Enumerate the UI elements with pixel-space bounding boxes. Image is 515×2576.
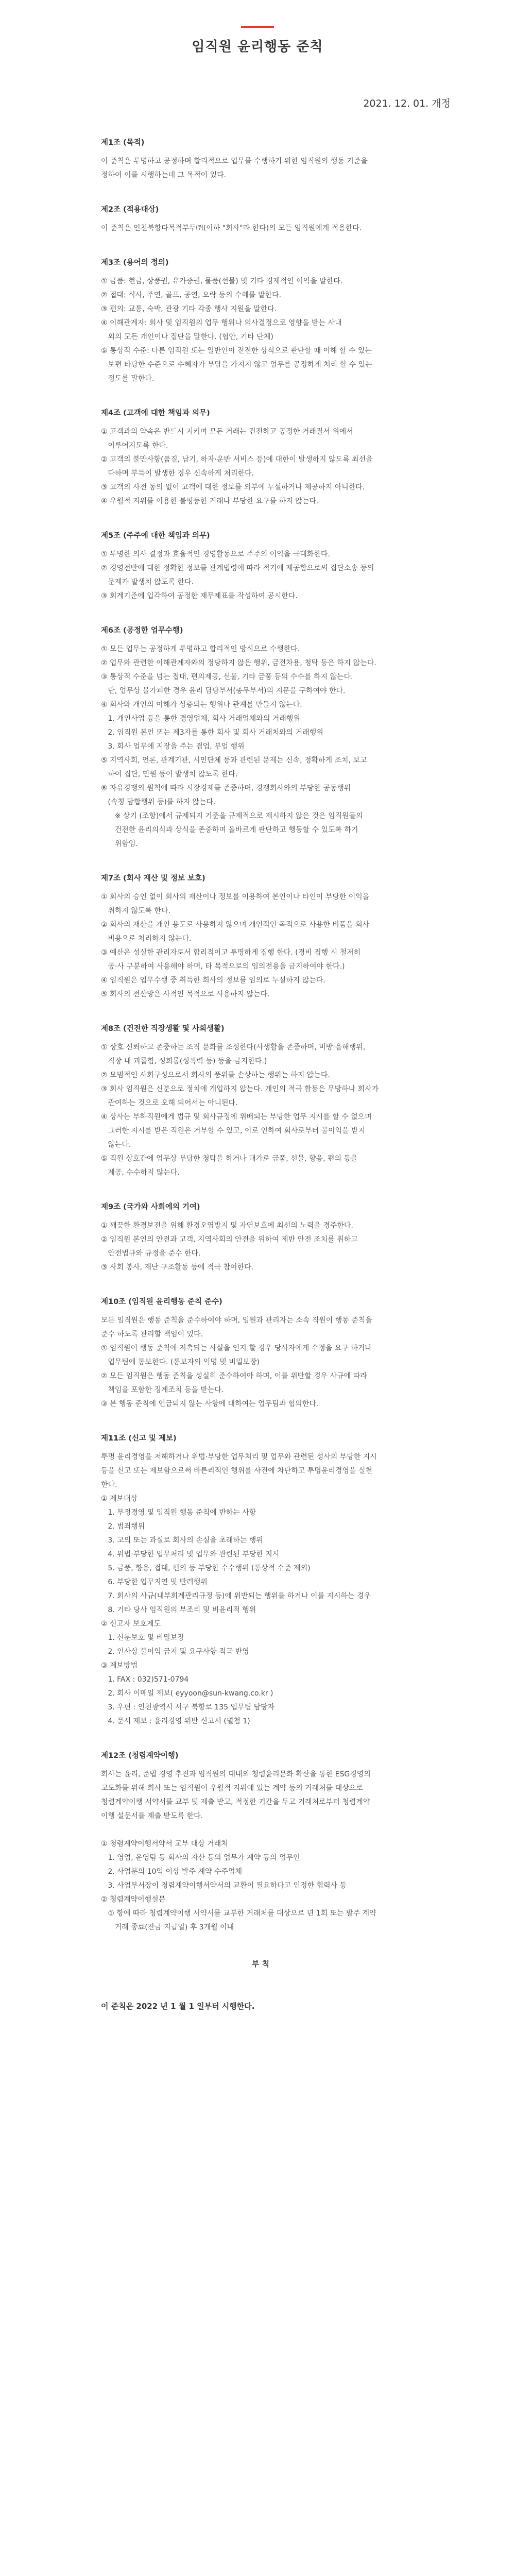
- article-line: 1. 신분보호 및 비밀보장: [101, 1634, 184, 1642]
- article-section: [101, 408, 420, 509]
- article-line: 8. 기타 당사 임직원의 부조리 및 비윤리적 행위: [101, 1606, 256, 1614]
- article-heading: 제11조 (신고 및 제보): [101, 1434, 177, 1443]
- article-line: ④ 우월적 지위를 이용한 불평등한 거래나 부당한 요구를 하지 않는다.: [101, 497, 319, 505]
- article-line: 4. 위법·부당한 업무처리 및 업무와 관련된 부당한 지시: [101, 1550, 280, 1558]
- article-line: ① 상호 신뢰하고 존중하는 조직 문화를 조성한다(사생활을 존중하며, 비방·음해행위,: [101, 1043, 366, 1052]
- article-line: 제공, 수수하지 않는다.: [101, 1168, 180, 1177]
- article-line: 회사는 윤리, 준법 경영 추진과 임직원의 대내외 청렴윤리문화 확산을 통한 ESG경영의: [101, 1770, 371, 1778]
- article-line: 단, 업무상 불가피한 경우 윤리 담당부서(총무부서)의 지문을 구하여야 한다.: [101, 687, 346, 695]
- article-heading: 제5조 (주주에 대한 책임과 의무): [101, 532, 210, 540]
- article-line: ④ 이해관계자: 회사 및 임직원의 업무 행위나 의사결정으로 영향을 받는 사내: [101, 319, 342, 327]
- article-line: ④ 회사와 개인의 이해가 상충되는 행위나 관계를 만들지 않는다.: [101, 701, 302, 709]
- article-heading: 제6조 (공정한 업무수행): [101, 626, 183, 635]
- article-line: 4. 문서 제보 : 윤리경영 위반 신고서 (별첨 1): [101, 1717, 250, 1725]
- article-line: 6. 부당한 업무지연 및 반려행위: [101, 1578, 208, 1586]
- article-line: 1. 개인사업 등을 통한 경영업체, 회사 거래업체와의 거래행위: [101, 715, 300, 723]
- article-line: ① 깨끗한 환경보전을 위해 환경오염방지 및 자연보호에 최선의 노력을 경주한다.: [101, 1222, 353, 1230]
- article-line: 2. 임직원 본인 또는 제3자를 통한 회사 및 회사 거래처와의 거래행위: [101, 728, 323, 737]
- article-line: 이 준칙은 인천북항다목적부두㈜(이하 "회사"라 한다)의 모든 임직원에게 적용한다.: [101, 224, 362, 232]
- article-heading: 제3조 (용어의 정의): [101, 259, 169, 267]
- article-line: ① 항에 따라 청렴계약이행 서약서를 교부한 거래처를 대상으로 년 1회 또는 발주 계약: [101, 1909, 376, 1918]
- article-line: 하여 집단, 민원 등이 발생치 않도록 한다.: [101, 770, 238, 778]
- article-heading: 제7조 (회사 재산 및 정보 보호): [101, 874, 205, 883]
- article-heading: 제10조 (임직원 윤리행동 준칙 준수): [101, 1298, 222, 1306]
- article-section: [101, 204, 420, 235]
- article-line: 준수 하도록 관리할 책임이 있다.: [101, 1330, 203, 1338]
- article-section: [101, 530, 420, 603]
- article-line: 비용으로 처리하지 않는다.: [101, 935, 192, 943]
- article-section: [101, 1296, 420, 1411]
- article-line: 1. 부정경영 및 임직원 행동 준칙에 반하는 사항: [101, 1509, 256, 1517]
- article-line: 2. 사업분의 10억 이상 발주 계약 수주업체: [101, 1868, 243, 1876]
- article-line: 2. 범죄행위: [101, 1522, 145, 1531]
- article-line: ② 청렴계약이행설문: [101, 1895, 166, 1904]
- article-section: [101, 1201, 420, 1275]
- article-line: ※ 상기 (조항)에서 규제되지 기준을 규제적으로 제시하지 않은 것은 임직원들의: [101, 812, 363, 820]
- article-line: 안전법규와 규정을 준수 한다.: [101, 1249, 201, 1258]
- article-line: 문제가 발생치 않도록 한다.: [101, 578, 194, 586]
- article-line: ① 금품: 현금, 상품권, 유가증권, 물품(선물) 및 기타 경제적인 이익을 말한다.: [101, 277, 343, 285]
- article-section: [101, 1750, 420, 1935]
- article-line: 고도화를 위해 회사 또는 임직원이 우월적 지위에 있는 계약 등의 거래처를 대상으로: [101, 1784, 363, 1792]
- article-line: 그러한 지시를 받은 직원은 거부할 수 있고, 이로 인하여 회사로부터 불이익을 받지: [101, 1127, 366, 1135]
- article-line: 다하며 부득이 발생한 경우 신속하게 처리한다.: [101, 469, 254, 478]
- article-line: 1. FAX : 032)571-0794: [101, 1675, 189, 1684]
- article-line: ① 투명한 의사 결정과 효율적인 경영활동으로 주주의 이익을 극대화한다.: [101, 550, 330, 558]
- article-line: 3. 고의 또는 과실로 회사의 손실을 초래하는 행위: [101, 1536, 263, 1545]
- article-line: ⑤ 통상적 수준: 다른 임직원 또는 일반인이 전전한 상식으로 판단할 때 이해 할 수 있는: [101, 347, 372, 355]
- article-line: 3. 우편 : 인천광역시 서구 북항로 135 업무팀 담당자: [101, 1703, 275, 1711]
- article-line: ② 모든 임직원은 행동 준칙을 성실히 준수하여야 하며, 이를 위반할 경우 사규에 따라: [101, 1372, 367, 1380]
- closing-section: [101, 1956, 420, 2014]
- revision-date: 2021. 12. 01. 개정: [363, 98, 451, 109]
- article-line: (속칭 담합행위 등)를 하지 않는다.: [101, 798, 216, 806]
- article-section: [101, 257, 420, 386]
- article-line: ② 업무와 관련한 이해관계자와의 정당하지 않은 행위, 금전차용, 청탁 등은 하지 않는다.: [101, 659, 376, 667]
- article-heading: 제8조 (건전한 직장생활 및 사회생활): [101, 1025, 225, 1033]
- article-line: 1. 영업, 운영팀 등 회사의 자산 등의 업무가 계약 등의 업무인: [101, 1854, 300, 1862]
- effective-date-text: 이 준칙은 2022 년 1 월 1 일부터 시행한다.: [101, 2002, 255, 2011]
- article-line: 건전한 윤리의식과 상식을 존중하며 올바르게 판단하고 행동할 수 있도록 하기: [101, 826, 358, 834]
- article-line: 5. 금품, 향응, 접대, 편의 등 부당한 수수행위 (통상적 수준 제외): [101, 1564, 311, 1572]
- article-line: ③ 제보방법: [101, 1662, 138, 1670]
- article-section: [101, 625, 420, 851]
- article-line: 않는다.: [101, 1141, 131, 1149]
- article-line: ③ 회사 임직원은 신분으로 정치에 개입하지 않는다. 개인의 적극 활동은 무방하나 회사가: [101, 1085, 379, 1093]
- article-line: ⑤ 지역사회, 언론, 관계기관, 시민단체 등과 관련된 문제는 신속, 정확하게 조치, 보고: [101, 756, 367, 765]
- article-line: 보편 타당한 수준으로 수혜자가 부담을 가지지 않고 업무를 공정하게 처리 할 수 있는: [101, 361, 372, 369]
- article-line: 투명 윤리경영을 저해하거나 위법·부당한 업무처리 및 업무와 관련된 성사의 부당한 지시: [101, 1453, 377, 1461]
- article-line: ② 임직원 본인의 안전과 고객, 지역사회의 안전을 위하여 제반 안전 조치를 취하고: [101, 1235, 358, 1244]
- article-line: 등을 신고 또는 제보함으로써 바른리적인 행위를 사전에 차단하고 투명윤리경영을 실천: [101, 1467, 372, 1475]
- article-line: 모든 임직원은 행동 준칙을 준수하여야 하며, 임원과 관리자는 소속 직원이 행동 준칙을: [101, 1316, 372, 1325]
- article-line: ⑥ 자유경쟁의 원칙에 따라 시장경제를 존중하며, 경쟁회사와의 부당한 공동행위: [101, 784, 351, 792]
- article-section: [101, 137, 420, 182]
- article-line: ① 청렴계약이행서약서 교부 대상 거래처: [101, 1840, 228, 1848]
- article-line: 2. 인사상 불이익 금지 및 요구사항 적극 반영: [101, 1648, 249, 1656]
- article-line: ② 신고자 보호제도: [101, 1620, 161, 1628]
- article-line: 관여하는 것으로 오해 되어서는 아니된다.: [101, 1099, 238, 1107]
- document-body: [101, 137, 420, 2014]
- article-line: ⑤ 직원 상호간에 업무상 부당한 청탁을 하거나 대가로 금품, 선물, 향응, 편의 등을: [101, 1155, 358, 1163]
- article-line: 취하지 않도록 한다.: [101, 907, 170, 915]
- article-line: ② 회사의 재산을 개인 용도로 사용하지 않으며 개인적인 목적으로 사용한 비품을 회사: [101, 921, 370, 929]
- article-line: 외의 모든 개인이나 집단을 말한다. (협안, 기타 단체): [101, 333, 273, 341]
- article-section: [101, 1433, 420, 1728]
- article-line: ④ 임직원은 업무수행 중 취득한 회사의 정보를 임의로 누설하지 않는다.: [101, 976, 325, 985]
- article-line: ③ 본 행동 준칙에 언급되지 않는 사항에 대하여는 업무팀과 협의한다.: [101, 1400, 319, 1408]
- article-line: ① 회사의 승인 없이 회사의 재산이나 정보를 이용하여 본인이나 타인이 부당한 이익을: [101, 893, 370, 901]
- article-line: ⑤ 회사의 전산망은 사적인 목적으로 사용하지 않는다.: [101, 990, 270, 998]
- article-line: ① 고객과의 약속은 반드시 지키며 모든 거래는 건전하고 공정한 거래질서 위에서: [101, 428, 353, 436]
- article-line: ③ 고객의 사전 동의 없이 고객에 대한 정보를 외부에 누설하거나 제공하지 아니한다.: [101, 483, 365, 492]
- article-line: 7. 회사의 사규(내부회계관리규정 등)에 위반되는 행위를 하거나 이를 지시하는 경우: [101, 1592, 371, 1600]
- article-line: 책임을 포함한 징계조치 등을 받는다.: [101, 1386, 224, 1394]
- article-line: ② 접대: 식사, 주연, 골프, 공연, 오락 등의 수혜를 말한다.: [101, 291, 282, 299]
- article-line: 3. 사업부서장이 청렴계약이행서약서의 교환이 필요하다고 인정한 협력사 등: [101, 1882, 347, 1890]
- article-line: 정하여 이를 시행하는데 그 목적이 있다.: [101, 171, 227, 179]
- article-line: ② 고객의 불만사항(품질, 납기, 하자·운반 서비스 등)에 대한이 발생하지 않도록 최선을: [101, 455, 373, 464]
- article-line: 직장 내 괴롭힘, 성희롱(성폭력 등) 등을 금지한다.): [101, 1057, 267, 1065]
- article-heading: 제2조 (적용대상): [101, 206, 159, 214]
- article-line: ② 경영전반에 대한 정확한 정보를 관계법령에 따라 적기에 제공함으로써 집단소송 등의: [101, 564, 374, 572]
- article-line: 업무팀에 통보한다. (통보자의 익명 및 비밀보장): [101, 1358, 260, 1366]
- article-line: 이루어지도록 한다.: [101, 442, 168, 450]
- article-line: ④ 상사는 부하직원에게 법규 및 회사규정에 위배되는 부당한 업무 지시를 할 수 없으며: [101, 1113, 372, 1121]
- closing-heading: 부 칙: [251, 1959, 270, 1969]
- article-line: ① 임직원이 행동 준칙에 저촉되는 사실을 인지 할 경우 당사자에게 수정을 요구 하거나: [101, 1344, 372, 1352]
- article-heading: 제9조 (국가와 사회에의 기여): [101, 1203, 200, 1211]
- article-line: 3. 회사 업무에 지장을 주는 겸업, 부업 행위: [101, 742, 245, 751]
- article-heading: 제4조 (고객에 대한 책임과 의무): [101, 409, 210, 417]
- article-line: ① 제보대상: [101, 1495, 138, 1503]
- title-accent-bar: [241, 26, 274, 28]
- article-line: 이 준칙은 투명하고 공정하며 합리적으로 업무를 수행하기 위한 임직원의 행동 기준을: [101, 157, 368, 165]
- article-line: ③ 사회 봉사, 재난 구조활동 등에 적극 참여한다.: [101, 1263, 254, 1272]
- article-line: ③ 회계기준에 입각하여 공정한 재무제표를 작성하여 공시한다.: [101, 592, 298, 600]
- article-line: 거래 종료(잔금 지급일) 후 3개월 이내: [101, 1923, 234, 1931]
- article-line: ② 모범적인 사회구성으로서 회사의 품위를 손상하는 행위는 하지 않는다.: [101, 1071, 330, 1079]
- article-heading: 제12조 (청렴계약이행): [101, 1752, 179, 1760]
- article-line: ③ 예산은 성실한 관리자로서 합리적이고 투명하게 집행 한다. (경비 집행 시 철저히: [101, 948, 361, 957]
- article-line: ③ 통상적 수준을 넘는 접대, 편의제공, 선물, 기타 금품 등의 수수를 하지 않는다.: [101, 673, 353, 681]
- article-line: 공·사 구분하여 사용해야 하며, 타 목적으로의 임의전용을 금지하여야 한다.): [101, 962, 345, 971]
- page-title: 임직원 윤리행동 준칙: [192, 39, 323, 55]
- article-heading: 제1조 (목적): [101, 139, 145, 147]
- article-line: 정도를 말한다.: [101, 375, 154, 383]
- article-section: [101, 1023, 420, 1180]
- article-line: 이행 설문서를 제출 받도록 한다.: [101, 1812, 203, 1820]
- article-line: 한다.: [101, 1481, 117, 1489]
- article-line: ③ 편의: 교통, 숙박, 관광 기타 각종 행사 지원을 말한다.: [101, 305, 277, 313]
- article-line: 위함임.: [101, 840, 138, 848]
- article-line: [101, 1823, 420, 1837]
- article-line: 2. 회사 이메일 제보( eyyoon@sun-kwang.co.kr ): [101, 1689, 273, 1698]
- article-line: ① 모든 업무는 공정하게 투명하고 합리적인 방식으로 수행한다.: [101, 645, 300, 653]
- article-line: 청렴계약이행 서약서를 교부 및 제출 받고, 적정한 기간을 두고 거래처로부터 청렴계약: [101, 1798, 370, 1806]
- article-section: [101, 873, 420, 1002]
